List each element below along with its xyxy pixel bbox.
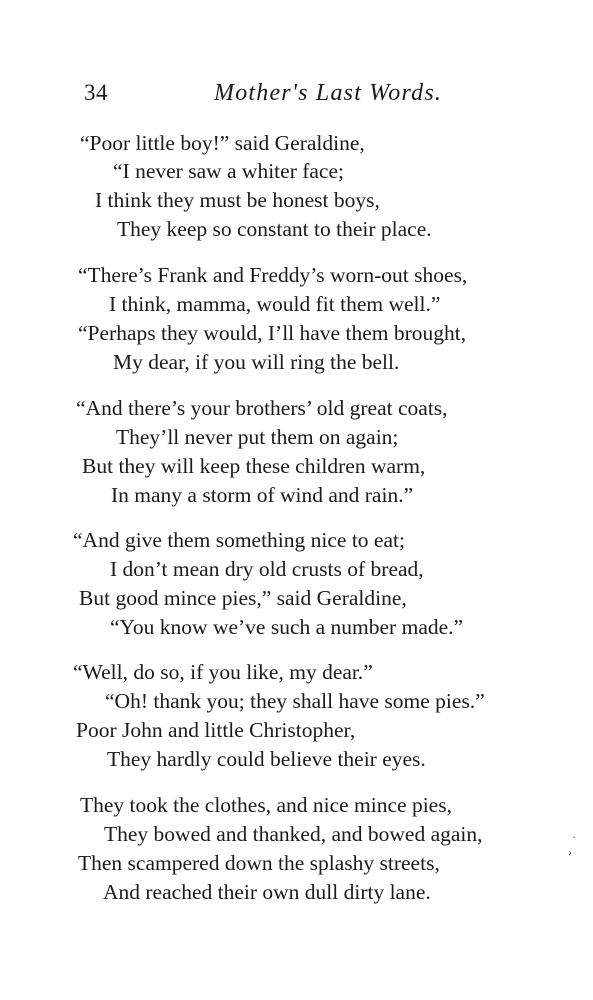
running-title: Mother's Last Words.: [214, 80, 443, 106]
poem-line: “There’s Frank and Freddy’s worn-out shoes,: [78, 263, 468, 287]
poem-line: My dear, if you will ring the bell.: [113, 350, 400, 374]
poem-line: “And there’s your brothers’ old great coats,: [76, 396, 448, 420]
poem-line: “Perhaps they would, I’ll have them brought,: [78, 321, 467, 345]
poem-line: “I never saw a whiter face;: [113, 159, 344, 183]
poem-line: Then scampered down the splashy streets,: [78, 851, 440, 875]
poem-line: In many a storm of wind and rain.”: [111, 483, 414, 507]
print-speck: ›: [568, 845, 572, 859]
poem-line: They bowed and thanked, and bowed again,: [104, 822, 483, 846]
poem-line: “Poor little boy!” said Geraldine,: [80, 131, 365, 155]
print-speck: ·: [572, 830, 576, 844]
poem-line: I think, mamma, would fit them well.”: [109, 292, 441, 316]
poem-line: But they will keep these children warm,: [82, 454, 426, 478]
poem-line: Poor John and little Christopher,: [76, 718, 356, 742]
poem-line: “You know we’ve such a number made.”: [110, 615, 464, 639]
poem-line: “Well, do so, if you like, my dear.”: [73, 660, 373, 684]
poem-line: But good mince pies,” said Geraldine,: [79, 586, 407, 610]
poem-line: They keep so constant to their place.: [117, 217, 432, 241]
poem-line: They’ll never put them on again;: [116, 425, 399, 449]
page-number: 34: [84, 80, 108, 105]
poem-line: “And give them something nice to eat;: [73, 528, 405, 552]
poem-line: I think they must be honest boys,: [95, 188, 380, 212]
poem-line: “Oh! thank you; they shall have some pies.”: [105, 689, 485, 713]
poem-line: And reached their own dull dirty lane.: [103, 880, 431, 904]
poem-line: I don’t mean dry old crusts of bread,: [110, 557, 424, 581]
poem-line: They took the clothes, and nice mince pies,: [80, 793, 452, 817]
poem-line: They hardly could believe their eyes.: [107, 747, 426, 771]
page-header: [84, 80, 534, 114]
